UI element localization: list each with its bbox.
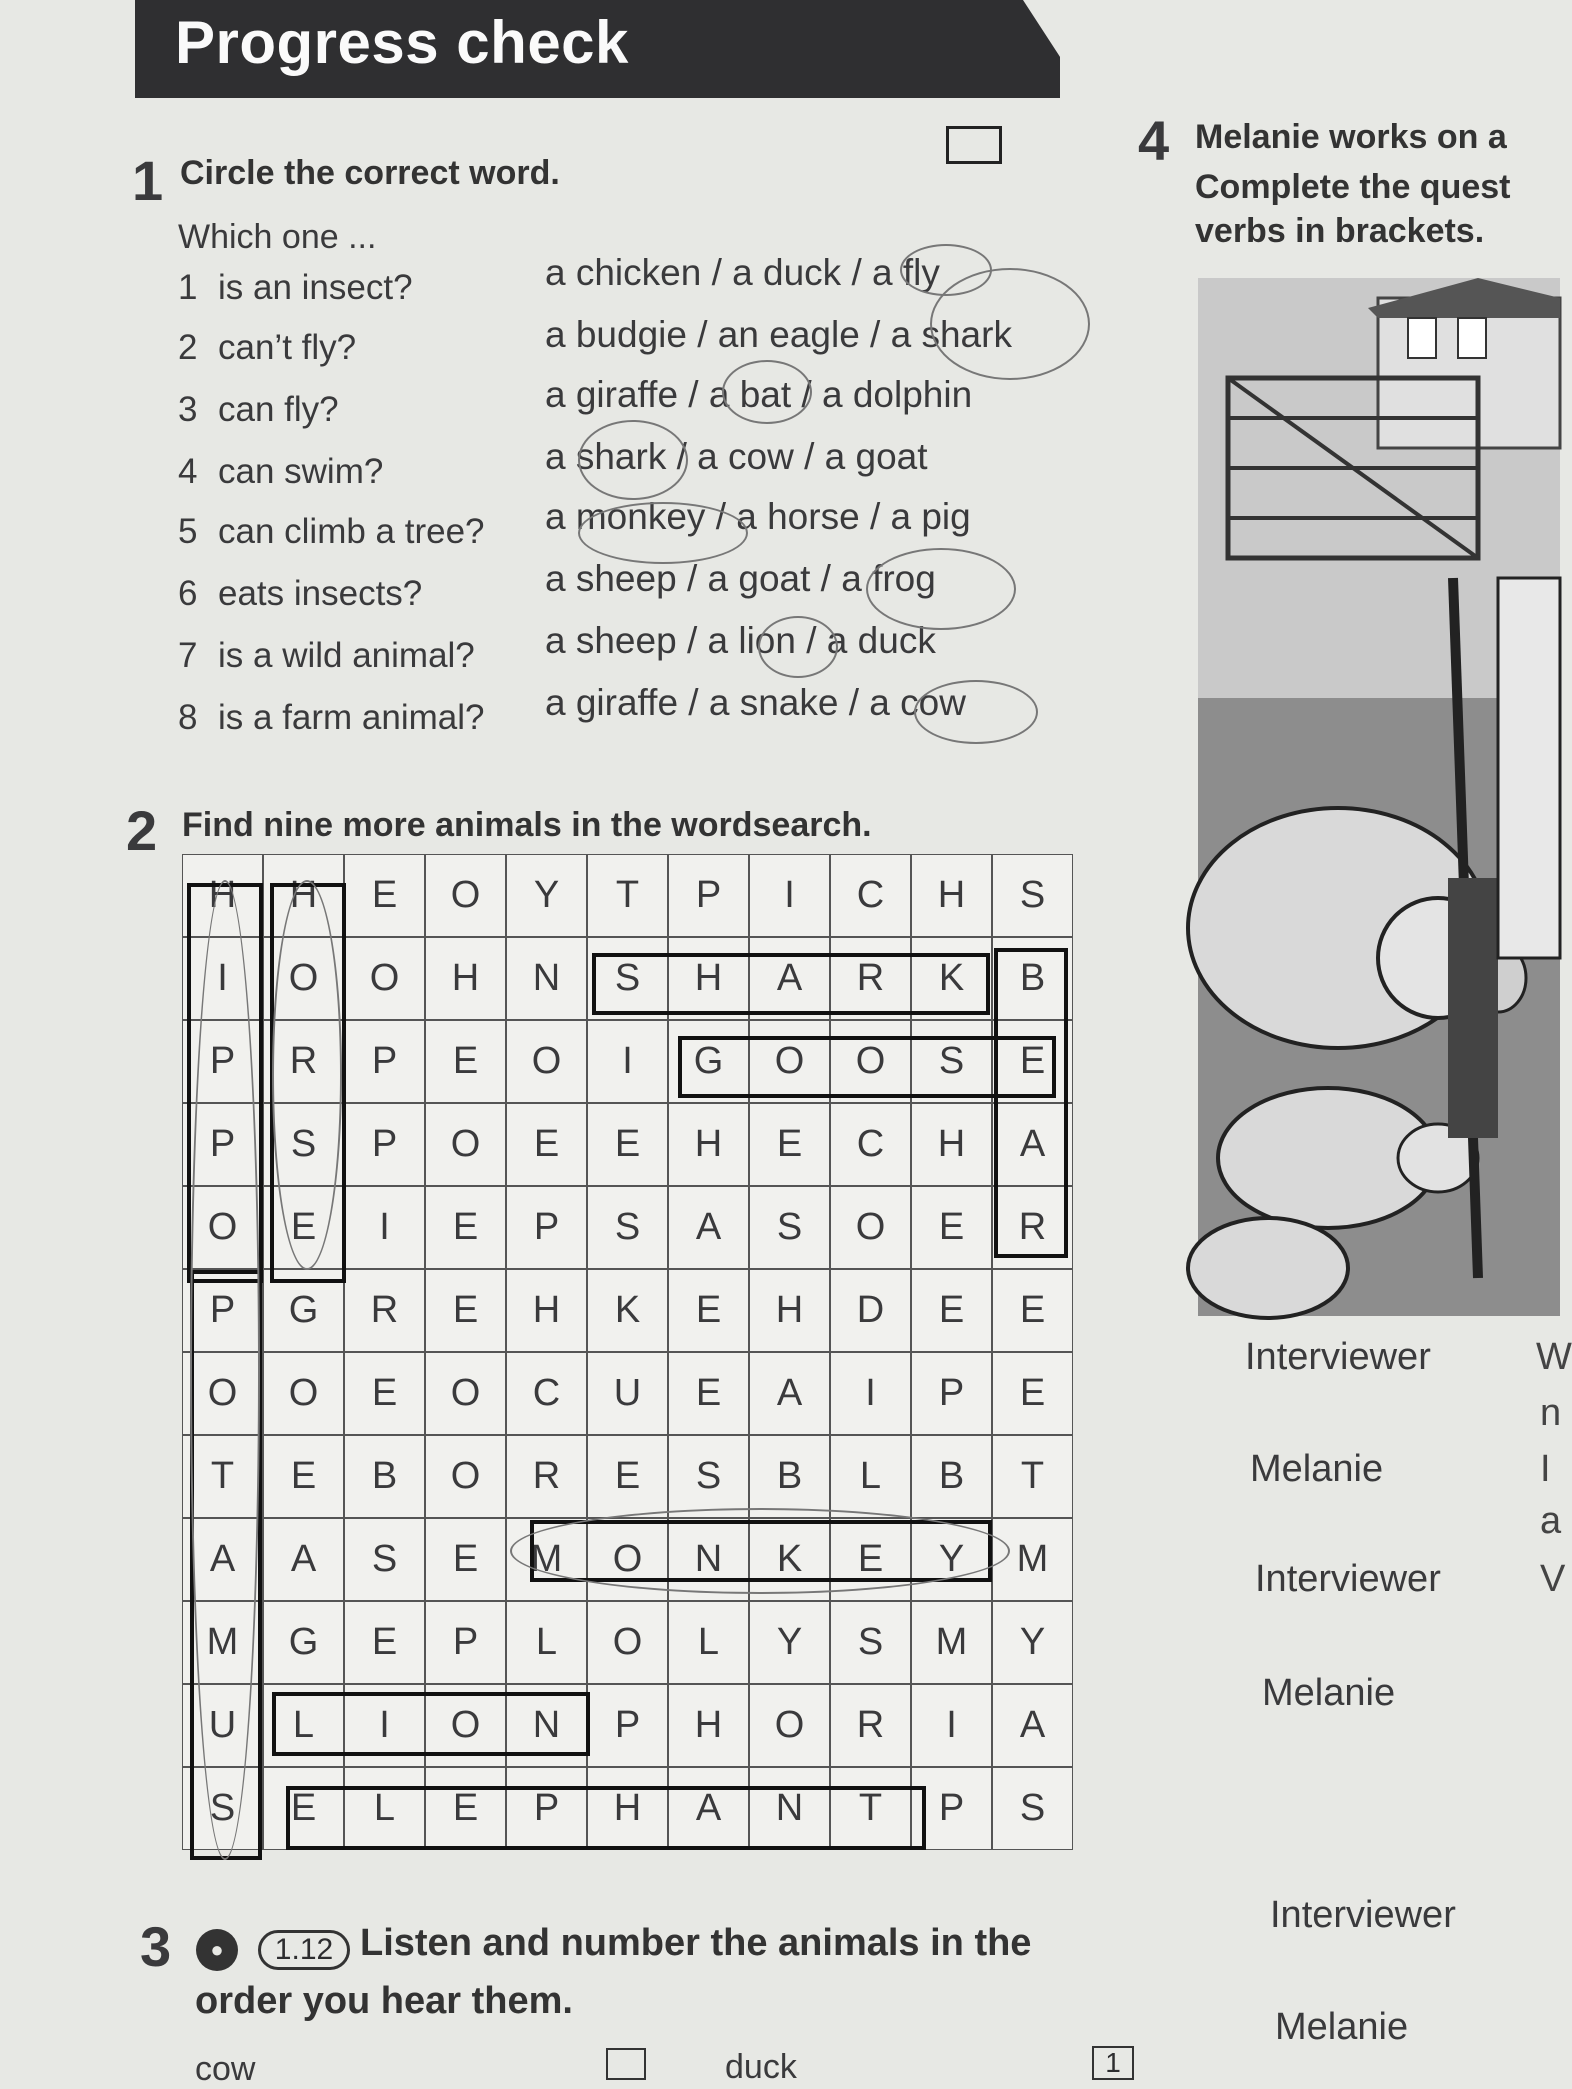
grid-cell[interactable]: R <box>830 1684 911 1767</box>
grid-cell[interactable]: E <box>425 1020 506 1103</box>
question-number: 7 <box>178 636 198 675</box>
grid-cell[interactable]: L <box>344 1767 425 1850</box>
grid-cell[interactable]: P <box>668 854 749 937</box>
grid-cell[interactable]: P <box>344 1103 425 1186</box>
dialog-cutoff-text: n <box>1540 1392 1562 1434</box>
grid-cell[interactable]: I <box>344 1186 425 1269</box>
grid-cell[interactable]: D <box>830 1269 911 1352</box>
grid-cell[interactable]: P <box>182 1269 263 1352</box>
grid-cell[interactable]: E <box>992 1020 1073 1103</box>
grid-cell[interactable]: A <box>749 937 830 1020</box>
grid-cell[interactable]: Y <box>992 1601 1073 1684</box>
question-text: can’t fly? <box>218 328 357 367</box>
answer-options[interactable]: a giraffe / a snake / a cow <box>545 682 966 723</box>
grid-cell[interactable]: M <box>911 1601 992 1684</box>
found-word-box-lion <box>272 1692 590 1756</box>
answer-options[interactable]: a monkey / a horse / a pig <box>545 496 971 537</box>
grid-cell[interactable]: H <box>668 1684 749 1767</box>
found-word-box-elephant <box>286 1786 926 1850</box>
grid-cell[interactable]: P <box>587 1684 668 1767</box>
grid-cell[interactable]: I <box>587 1020 668 1103</box>
grid-cell[interactable]: N <box>749 1767 830 1850</box>
grid-cell[interactable]: I <box>830 1352 911 1435</box>
pencil-circle <box>930 268 1090 380</box>
grid-cell[interactable]: A <box>992 1684 1073 1767</box>
pencil-circle <box>190 880 260 1860</box>
grid-cell[interactable]: O <box>263 937 344 1020</box>
grid-cell[interactable]: U <box>182 1684 263 1767</box>
grid-cell[interactable]: O <box>425 854 506 937</box>
grid-cell[interactable]: A <box>992 1103 1073 1186</box>
answer-options[interactable]: a sheep / a lion / a duck <box>545 620 936 661</box>
grid-cell[interactable]: O <box>182 1186 263 1269</box>
section-3-instruction: Listen and number the animals in the <box>360 1922 1032 1964</box>
grid-cell[interactable]: K <box>911 937 992 1020</box>
grid-cell[interactable]: E <box>830 1518 911 1601</box>
grid-cell[interactable]: R <box>506 1435 587 1518</box>
grid-cell[interactable]: E <box>668 1269 749 1352</box>
answer-box[interactable] <box>606 2048 646 2080</box>
answer-options[interactable]: a giraffe / a bat / a dolphin <box>545 374 973 415</box>
section-2-number: 2 <box>126 799 158 862</box>
grid-cell[interactable]: I <box>911 1684 992 1767</box>
section-3-instruction-cont: order you hear them. <box>195 1980 573 2022</box>
pencil-circle <box>722 360 812 424</box>
question-row <box>178 636 475 686</box>
grid-cell[interactable]: U <box>587 1352 668 1435</box>
answer-box[interactable]: 1 <box>1092 2046 1134 2080</box>
grid-cell[interactable]: P <box>506 1767 587 1850</box>
grid-cell[interactable]: S <box>587 937 668 1020</box>
grid-cell[interactable]: C <box>506 1352 587 1435</box>
grid-cell[interactable]: L <box>668 1601 749 1684</box>
dialog-speaker: Interviewer <box>1270 1894 1456 1936</box>
grid-cell[interactable]: R <box>263 1020 344 1103</box>
progress-tick-box[interactable] <box>946 126 1002 164</box>
grid-cell[interactable]: S <box>911 1020 992 1103</box>
grid-cell[interactable]: E <box>263 1186 344 1269</box>
grid-cell[interactable]: A <box>749 1352 830 1435</box>
grid-cell[interactable]: N <box>506 937 587 1020</box>
grid-cell[interactable]: O <box>425 1103 506 1186</box>
question-row <box>178 452 383 502</box>
grid-cell[interactable]: O <box>182 1352 263 1435</box>
dialog-cutoff-text: I <box>1540 1448 1551 1490</box>
question-row <box>178 390 339 440</box>
pig-farm-drawing <box>1198 278 1560 1316</box>
grid-cell[interactable]: I <box>182 937 263 1020</box>
grid-cell[interactable]: E <box>344 854 425 937</box>
question-text: can swim? <box>218 452 384 491</box>
grid-cell[interactable]: S <box>992 1767 1073 1850</box>
grid-cell[interactable]: B <box>992 937 1073 1020</box>
grid-cell[interactable]: O <box>749 1020 830 1103</box>
grid-cell[interactable]: T <box>830 1767 911 1850</box>
grid-cell[interactable]: A <box>668 1767 749 1850</box>
section-1-prompt: Which one ... <box>178 218 377 256</box>
grid-cell[interactable]: E <box>425 1767 506 1850</box>
grid-cell[interactable]: N <box>506 1684 587 1767</box>
grid-cell[interactable]: S <box>344 1518 425 1601</box>
question-number: 2 <box>178 328 198 367</box>
grid-cell[interactable]: S <box>992 854 1073 937</box>
pencil-circle <box>578 420 688 500</box>
grid-cell[interactable]: T <box>587 854 668 937</box>
question-number: 8 <box>178 698 198 737</box>
grid-cell[interactable]: H <box>587 1767 668 1850</box>
grid-cell[interactable]: L <box>506 1601 587 1684</box>
grid-cell[interactable]: I <box>749 854 830 937</box>
question-number: 3 <box>178 390 198 429</box>
grid-cell[interactable]: E <box>749 1103 830 1186</box>
grid-cell[interactable]: O <box>425 1435 506 1518</box>
grid-cell[interactable]: P <box>425 1601 506 1684</box>
grid-cell[interactable]: O <box>830 1020 911 1103</box>
audio-track-badge[interactable]: 1.12 <box>258 1930 350 1970</box>
section-4-heading-line: Complete the quest <box>1195 168 1511 206</box>
dialog-cutoff-text: a <box>1540 1500 1562 1542</box>
grid-cell[interactable]: H <box>668 1103 749 1186</box>
page-title: Progress check <box>175 9 629 76</box>
grid-cell[interactable]: E <box>263 1435 344 1518</box>
grid-cell[interactable]: E <box>587 1435 668 1518</box>
grid-cell[interactable]: G <box>668 1020 749 1103</box>
question-number: 4 <box>178 452 198 491</box>
grid-cell[interactable]: M <box>182 1601 263 1684</box>
grid-cell[interactable]: E <box>992 1352 1073 1435</box>
grid-cell[interactable]: E <box>344 1352 425 1435</box>
farm-illustration <box>1198 278 1560 1316</box>
pencil-circle <box>272 880 342 1270</box>
question-number: 1 <box>178 268 198 307</box>
answer-options[interactable]: a sheep / a goat / a frog <box>545 558 936 599</box>
grid-cell[interactable]: T <box>182 1435 263 1518</box>
grid-cell[interactable]: S <box>182 1767 263 1850</box>
grid-cell[interactable]: A <box>182 1518 263 1601</box>
grid-cell[interactable]: P <box>182 1020 263 1103</box>
found-word-box-bear <box>994 948 1068 1258</box>
question-text: is an insect? <box>218 268 413 307</box>
grid-cell[interactable]: P <box>911 1767 992 1850</box>
grid-cell[interactable]: O <box>425 1352 506 1435</box>
grid-cell[interactable]: E <box>425 1269 506 1352</box>
grid-cell[interactable]: Y <box>911 1518 992 1601</box>
grid-cell[interactable]: P <box>182 1103 263 1186</box>
question-text: is a farm animal? <box>218 698 485 737</box>
grid-cell[interactable]: A <box>668 1186 749 1269</box>
grid-cell[interactable]: I <box>344 1684 425 1767</box>
grid-cell[interactable]: B <box>749 1435 830 1518</box>
dialog-speaker: Melanie <box>1275 2006 1409 2048</box>
grid-cell[interactable]: H <box>668 937 749 1020</box>
grid-cell[interactable]: E <box>587 1103 668 1186</box>
grid-cell[interactable]: E <box>911 1186 992 1269</box>
grid-cell[interactable]: E <box>263 1767 344 1850</box>
question-row <box>178 512 485 562</box>
grid-cell[interactable]: H <box>425 937 506 1020</box>
grid-cell[interactable]: M <box>506 1518 587 1601</box>
answer-options[interactable]: a shark / a cow / a goat <box>545 436 928 477</box>
grid-cell[interactable]: O <box>587 1518 668 1601</box>
question-number: 6 <box>178 574 198 613</box>
grid-cell[interactable]: Y <box>749 1601 830 1684</box>
section-1-number: 1 <box>132 149 164 212</box>
dialog-speaker: Melanie <box>1262 1672 1396 1714</box>
section-2-heading: Find nine more animals in the wordsearch. <box>182 806 872 844</box>
grid-cell[interactable]: E <box>911 1269 992 1352</box>
section-4-heading-line: verbs in brackets. <box>1195 212 1485 250</box>
question-text: can fly? <box>218 390 339 429</box>
question-text: eats insects? <box>218 574 423 613</box>
grid-cell[interactable]: M <box>992 1518 1073 1601</box>
grid-cell[interactable]: B <box>344 1435 425 1518</box>
answer-options[interactable]: a chicken / a duck / a fly <box>545 252 940 293</box>
grid-cell[interactable]: E <box>506 1103 587 1186</box>
found-word-box-shark <box>592 953 990 1015</box>
grid-cell[interactable]: K <box>587 1269 668 1352</box>
answer-options[interactable]: a budgie / an eagle / a shark <box>545 314 1012 355</box>
audio-cd-icon[interactable]: ● <box>196 1929 238 1971</box>
grid-cell[interactable]: H <box>749 1269 830 1352</box>
grid-cell[interactable]: N <box>668 1518 749 1601</box>
grid-cell[interactable]: H <box>182 854 263 937</box>
grid-cell[interactable]: P <box>911 1352 992 1435</box>
grid-cell[interactable]: E <box>425 1518 506 1601</box>
animal-label: cow <box>195 2050 256 2088</box>
grid-cell[interactable]: S <box>749 1186 830 1269</box>
grid-cell[interactable]: A <box>263 1518 344 1601</box>
grid-cell[interactable]: Y <box>506 854 587 937</box>
grid-cell[interactable]: S <box>830 1601 911 1684</box>
pencil-circle <box>510 1508 1010 1594</box>
dialog-cutoff-text: W <box>1536 1336 1572 1378</box>
grid-cell[interactable]: R <box>992 1186 1073 1269</box>
dialog-speaker: Interviewer <box>1245 1336 1431 1378</box>
grid-cell[interactable]: O <box>263 1352 344 1435</box>
grid-cell[interactable]: K <box>749 1518 830 1601</box>
section-4-heading-line: Melanie works on a <box>1195 118 1507 156</box>
grid-cell[interactable]: H <box>263 854 344 937</box>
grid-cell[interactable]: C <box>830 1103 911 1186</box>
question-text: can climb a tree? <box>218 512 485 551</box>
grid-cell[interactable]: O <box>830 1186 911 1269</box>
grid-cell[interactable]: L <box>830 1435 911 1518</box>
grid-cell[interactable]: H <box>506 1269 587 1352</box>
question-row <box>178 574 422 624</box>
question-row <box>178 328 356 378</box>
grid-cell[interactable]: O <box>587 1601 668 1684</box>
grid-cell[interactable]: O <box>344 937 425 1020</box>
grid-cell[interactable]: T <box>992 1435 1073 1518</box>
grid-cell[interactable]: P <box>506 1186 587 1269</box>
grid-cell[interactable]: O <box>749 1684 830 1767</box>
grid-cell[interactable]: O <box>425 1684 506 1767</box>
question-row <box>178 698 484 748</box>
grid-cell[interactable]: E <box>425 1186 506 1269</box>
grid-cell[interactable]: G <box>263 1601 344 1684</box>
pencil-circle <box>914 680 1038 744</box>
section-3-number: 3 <box>140 1915 172 1978</box>
grid-cell[interactable]: E <box>344 1601 425 1684</box>
grid-cell[interactable]: S <box>263 1103 344 1186</box>
grid-cell[interactable]: R <box>344 1269 425 1352</box>
pencil-circle <box>578 502 748 564</box>
grid-cell[interactable]: H <box>911 854 992 937</box>
section-1-heading: Circle the correct word. <box>180 154 560 192</box>
animal-label: duck <box>725 2048 797 2086</box>
dialog-cutoff-text: V <box>1540 1558 1566 1600</box>
grid-cell[interactable]: O <box>506 1020 587 1103</box>
grid-cell[interactable]: B <box>911 1435 992 1518</box>
grid-cell[interactable]: E <box>992 1269 1073 1352</box>
grid-cell[interactable]: S <box>587 1186 668 1269</box>
grid-cell[interactable]: G <box>263 1269 344 1352</box>
grid-cell[interactable]: E <box>668 1352 749 1435</box>
question-row <box>178 268 413 318</box>
grid-cell[interactable]: R <box>830 937 911 1020</box>
section-4-number: 4 <box>1138 109 1170 172</box>
grid-cell[interactable]: P <box>344 1020 425 1103</box>
grid-cell[interactable]: L <box>263 1684 344 1767</box>
pencil-circle <box>758 616 838 678</box>
grid-cell[interactable]: C <box>830 854 911 937</box>
question-text: is a wild animal? <box>218 636 475 675</box>
dialog-speaker: Melanie <box>1250 1448 1384 1490</box>
grid-cell[interactable]: S <box>668 1435 749 1518</box>
grid-cell[interactable]: H <box>911 1103 992 1186</box>
pencil-circle <box>866 548 1016 630</box>
dialog-speaker: Interviewer <box>1255 1558 1441 1600</box>
question-number: 5 <box>178 512 198 551</box>
